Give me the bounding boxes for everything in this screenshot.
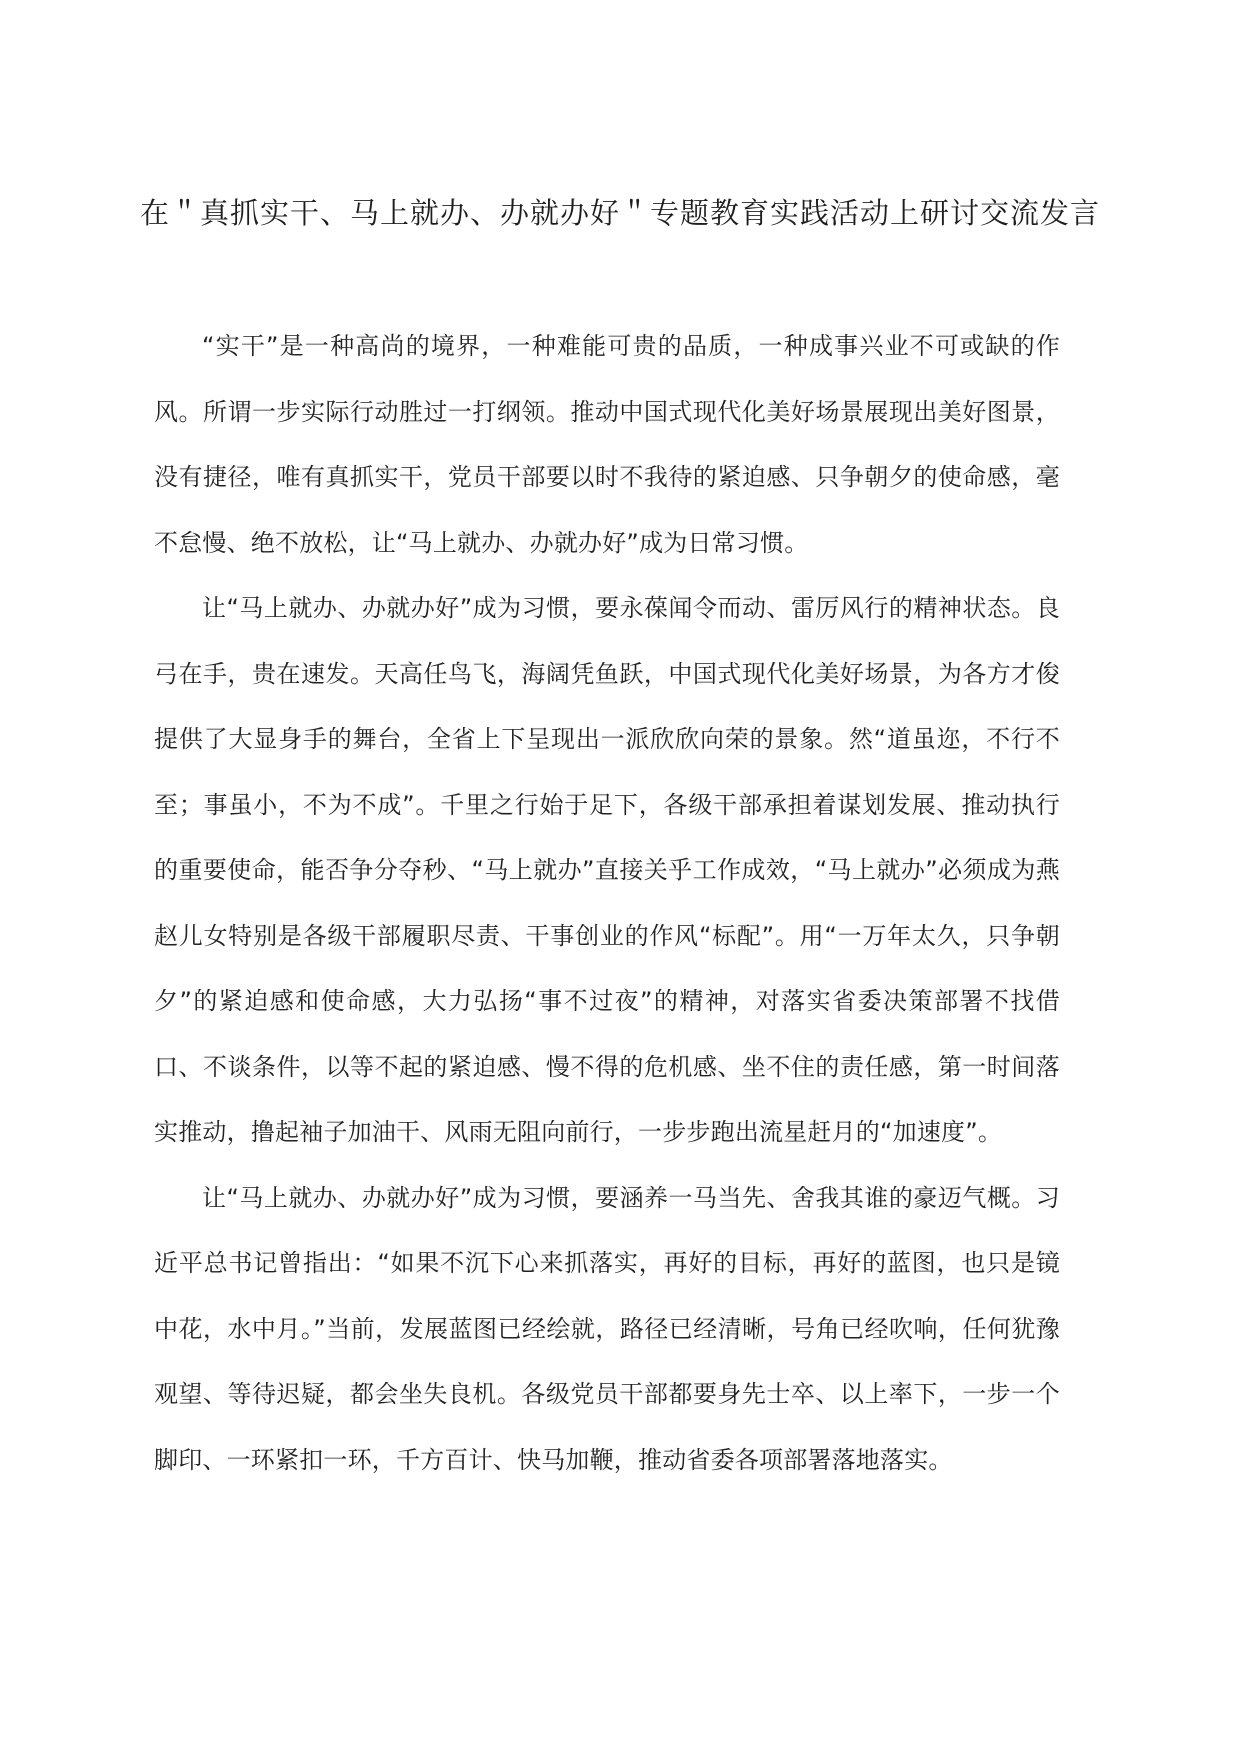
document-body bbox=[154, 314, 1060, 1493]
paragraph-3: 让“马上就办、办就办好”成为习惯，要涵养一马当先、舍我其谁的豪迈气概。习近平总书记曾指出：“如果不沉下心来抓落实，再好的目标，再好的蓝图，也只是镜中花，水中月。”当前，发展蓝图已经绘就，路径已经清晰，号角已经吹响，任何犹豫观望、等待迟疑，都会坐失良机。各级党员干部都要身先士卒、以上率下，一步一个脚印、一环紧扣一环，千方百计、快马加鞭，推动省委各项部署落地落实。 bbox=[154, 1183, 1060, 1474]
paragraph-1: “实干”是一种高尚的境界，一种难能可贵的品质，一种成事兴业不可或缺的作风。所谓一步实际行动胜过一打纲领。推动中国式现代化美好场景展现出美好图景，没有捷径，唯有真抓实干，党员干部要以时不我待的紧迫感、只争朝夕的使命感，毫不怠慢、绝不放松，让“马上就办、办就办好”成为日常习惯。 bbox=[154, 332, 1060, 557]
document-title: 在＂真抓实干、马上就办、办就办好＂专题教育实践活动上研讨交流发言 bbox=[140, 196, 1101, 230]
paragraph-2: 让“马上就办、办就办好”成为习惯，要永葆闻令而动、雷厉风行的精神状态。良弓在手，贵在速发。天高任鸟飞，海阔凭鱼跃，中国式现代化美好场景，为各方才俊提供了大显身手的舞台，全省上下呈现出一派欣欣向荣的景象。然“道虽迩，不行不至；事虽小，不为不成”。千里之行始于足下，各级干部承担着谋划发展、推动执行的重要使命，能否争分夺秒、“马上就办”直接关乎工作成效，“马上就办”必须成为燕赵儿女特别是各级干部履职尽责、干事创业的作风“标配”。用“一万年太久，只争朝夕”的紧迫感和使命感，大力弘扬“事不过夜”的精神，对落实省委决策部署不找借口、不谈条件，以等不起的紧迫感、慢不得的危机感、坐不住的责任感，第一时间落实推动，撸起袖子加油干、风雨无阻向前行，一步步跑出流星赶月的“加速度”。 bbox=[154, 594, 1060, 1146]
